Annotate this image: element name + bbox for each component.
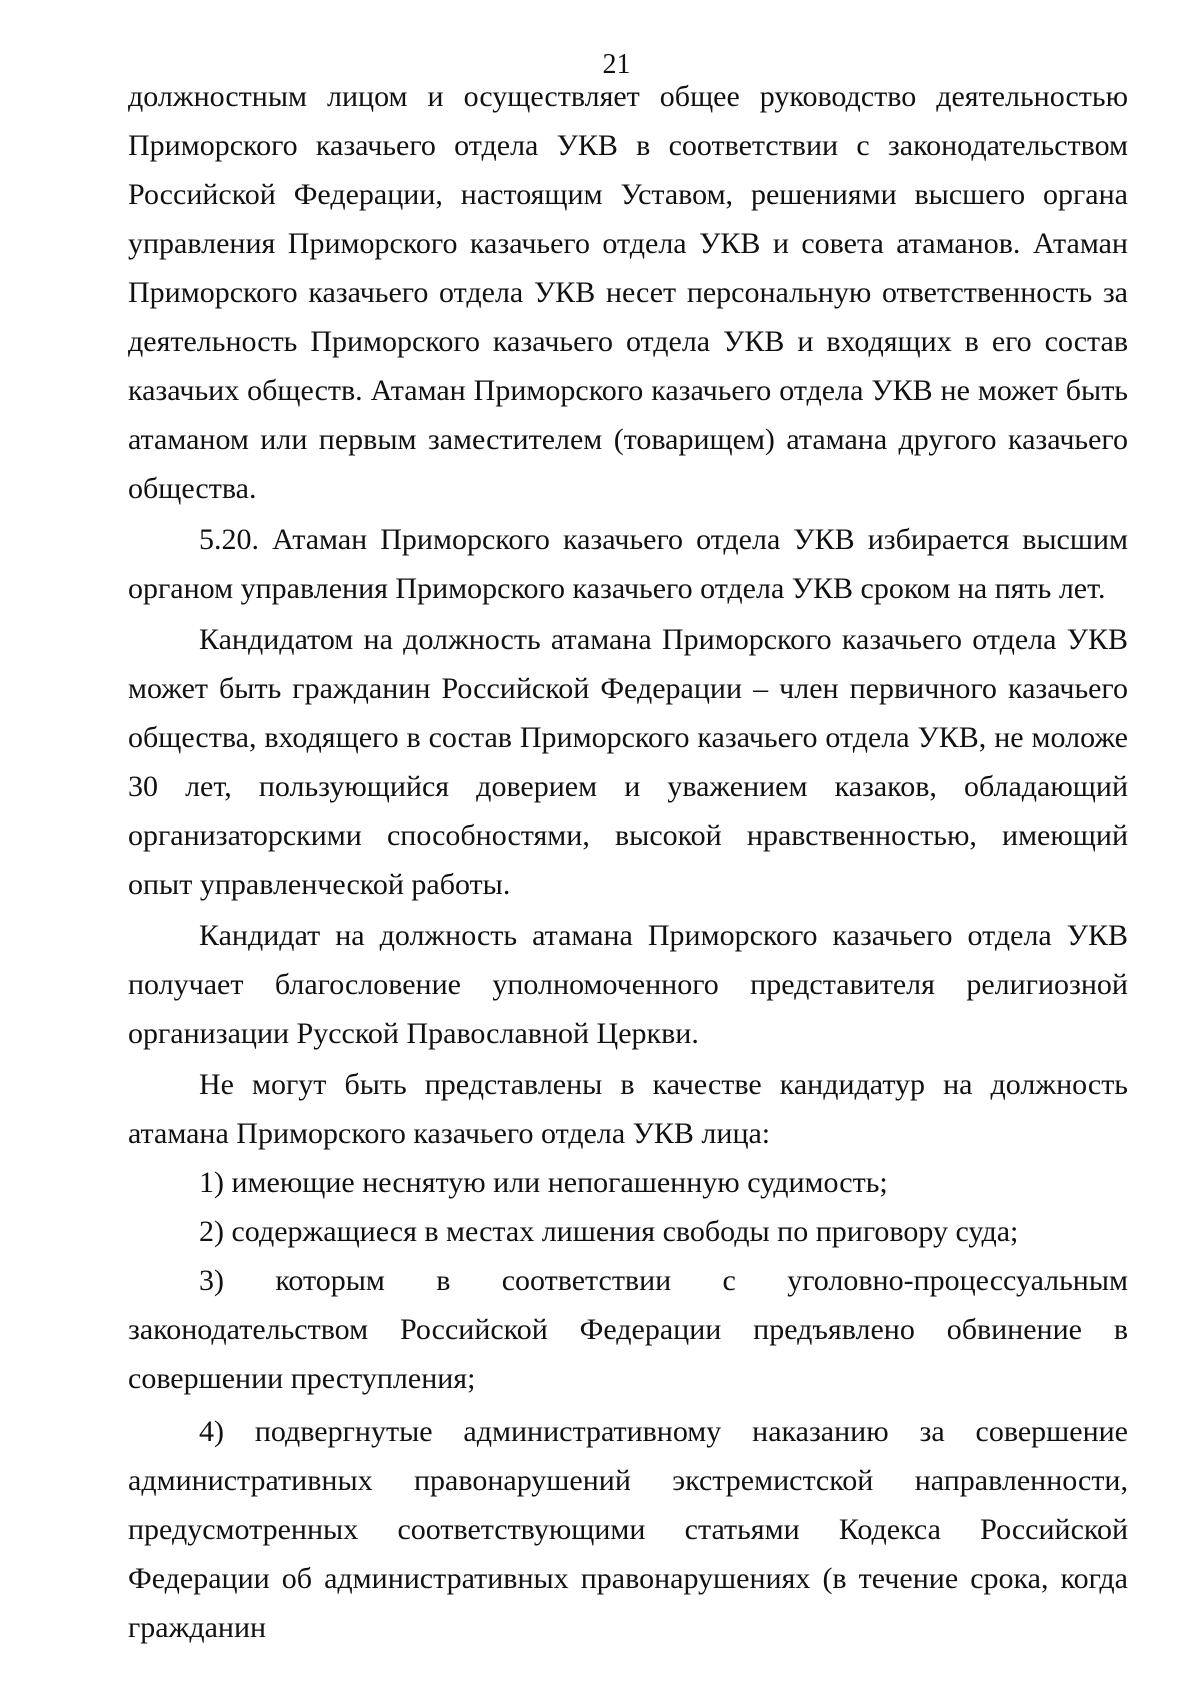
list-item-2: 2) содержащиеся в местах лишения свободы по приговору суда;: [199, 1215, 1019, 1248]
paragraph-5-20: 5.20. Атаман Приморского казачьего отдела УКВ избирается высшим органом управления Приморского казачьего отдела УКВ сроком на пять лет.: [128, 523, 1128, 605]
list-item-3: 3) которым в соответствии с уголовно-процессуальным законодательством Российской Федерации предъявлено обвинение в совершении преступления;: [128, 1264, 1128, 1395]
document-body: [128, 72, 1128, 1652]
paragraph-blessing: Кандидат на должность атамана Приморского казачьего отдела УКВ получает благословение уполномоченного представителя религиозной организации Русской Православной Церкви.: [128, 919, 1128, 1050]
paragraph-candidate-requirements: Кандидатом на должность атамана Приморского казачьего отдела УКВ может быть гражданин Российской Федерации – член первичного казачьего общества, входящего в состав Приморского казачьего отдела УКВ, не моложе 30 лет, пользующийся доверием и уважением казаков, обладающий организаторскими способностями, высокой нравственностью, имеющий опыт управленческой работы.: [128, 623, 1128, 901]
paragraph-restrictions-intro: Не могут быть представлены в качестве кандидатур на должность атамана Приморского казачьего отдела УКВ лица:: [128, 1068, 1128, 1150]
page-number: 21: [602, 49, 631, 80]
list-item-4: 4) подвергнутые административному наказанию за совершение административных правонарушений экстремистской направленности, предусмотренных соответствующими статьями Кодекса Российской Федерации об административных правонарушениях (в течение срока, когда гражданин: [128, 1415, 1128, 1644]
list-item-1: 1) имеющие неснятую или непогашенную судимость;: [199, 1166, 888, 1199]
paragraph-continuation: должностным лицом и осуществляет общее руководство деятельностью Приморского казачьего отдела УКВ в соответствии с законодательством Российской Федерации, настоящим Уставом, решениями высшего органа управления Приморского казачьего отдела УКВ и совета атаманов. Атаман Приморского казачьего отдела УКВ несет персональную ответственность за деятельность Приморского казачьего отдела УКВ и входящих в его состав казачьих обществ. Атаман Приморского казачьего отдела УКВ не может быть атаманом или первым заместителем (товарищем) атамана другого казачьего общества.: [128, 80, 1128, 505]
